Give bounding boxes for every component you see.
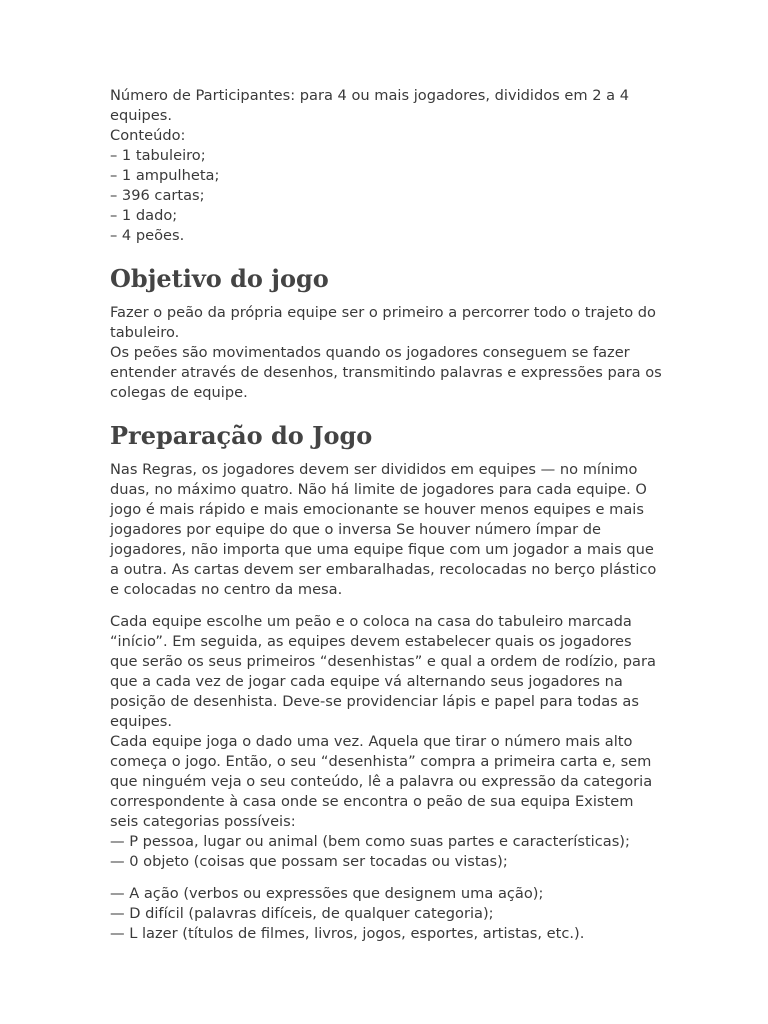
preparation-paragraph-1: Nas Regras, os jogadores devem ser divididos em equipes — no mínimo duas, no máximo quatro. Não há limite de jogadores para cada equipe. O jogo é mais rápido e mais emocionante se houver menos equipes e mais jogadores por equipe do que o inversa Se houver número ímpar de jogadores, não importa que uma equipe fique com um jogador a mais que a outra. As cartas devem ser embaralhadas, recolocadas no berço plástico e colocadas no centro da mesa. <box>110 461 657 598</box>
objective-heading: Objetivo do jogo <box>110 264 329 293</box>
preparation-paragraph-2: Cada equipe escolhe um peão e o coloca na casa do tabuleiro marcada “início”. Em seguida, as equipes devem estabelecer quais os jogadores que serão os seus primeiros “desenhistas” e qual a ordem de rodízio, para que a cada vez de jogar cada equipe vá alternando seus jogadores na posição de desenhista. Deve-se providenciar lápis e papel para todas as equipes. Cada equipe joga o dado uma vez. Aquela que tirar o número mais alto começa o jogo. Então, o seu “desenhista” compra a primeira carta e, sem que ninguém veja o seu conteúdo, lê a palavra ou expressão da categoria correspondente à casa onde se encontra o peão de sua equipa Existem seis categorias possíveis: — P pessoa, lugar ou animal (bem como suas partes e características); — 0 objeto (coisas que possam ser tocadas ou vistas); <box>110 613 656 870</box>
contents-list: Conteúdo: – 1 tabuleiro; – 1 ampulheta; – 396 cartas; – 1 dado; – 4 peões. <box>110 127 220 244</box>
preparation-heading: Preparação do Jogo <box>110 421 373 450</box>
participants-text: Número de Participantes: para 4 ou mais jogadores, divididos em 2 a 4 equipes. <box>110 87 630 124</box>
document-page <box>110 86 662 944</box>
preparation-paragraph-3: — A ação (verbos ou expressões que designem uma ação); — D difícil (palavras difíceis, de qualquer categoria); — L lazer (títulos de filmes, livros, jogos, esportes, artistas, etc.). <box>110 885 585 942</box>
objective-text: Fazer o peão da própria equipe ser o primeiro a percorrer todo o trajeto do tabuleiro. Os peões são movimentados quando os jogadores conseguem se fazer entender através de desenhos, transmitindo palavras e expressões para os colegas de equipe. <box>110 304 662 401</box>
